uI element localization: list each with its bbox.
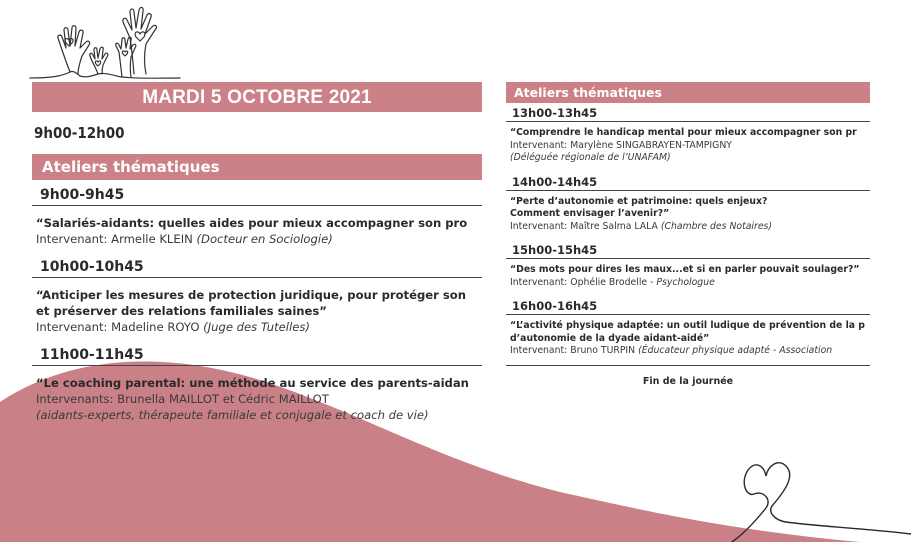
speaker-role: (Docteur en Sociologie): [196, 232, 333, 246]
section-title-afternoon: Ateliers thématiques: [506, 82, 870, 103]
session-time: 11h00-11h45: [32, 342, 482, 366]
session-afternoon-2: [506, 172, 870, 241]
speaker-role: (Éducateur physique adapté - Association: [638, 345, 833, 356]
session-title-line: Comment envisager l’avenir?”: [510, 208, 670, 219]
session-time: 16h00-16h45: [506, 296, 870, 315]
session-title-line: “Le coaching parental: une méthode au service des parents-aidan: [36, 376, 469, 390]
session-title-line: “L’activité physique adaptée: un outil ludique de prévention de la p: [510, 320, 865, 331]
session-title-line: “Anticiper les mesures de protection juridique, pour protéger son: [36, 288, 466, 302]
section-title-morning: Ateliers thématiques: [32, 154, 482, 180]
speaker-name: Intervenant: Maître Salma LALA: [510, 220, 661, 232]
session-time: 14h00-14h45: [506, 172, 870, 191]
raised-hands-hearts-icon: [22, 2, 182, 84]
session-speaker: Intervenant: Marylène SINGABRAYEN-TAMPIGNY: [510, 139, 732, 151]
session-title-line: d’autonomie de la dyade aidant-aidé”: [510, 332, 710, 344]
morning-program: [32, 82, 482, 472]
speaker-role: Psychologue: [656, 276, 715, 288]
session-morning-2: [32, 254, 482, 340]
session-time: 13h00-13h45: [506, 103, 870, 122]
speaker-role: (Déléguée régionale de l’UNAFAM): [510, 152, 671, 163]
speaker-name: Intervenant: Ophélie Brodelle -: [510, 276, 657, 288]
speaker-role: (Juge des Tutelles): [203, 320, 310, 334]
session-time: 10h00-10h45: [32, 254, 482, 278]
heart-line-icon: [722, 452, 911, 542]
speaker-name: Intervenant: Madeline ROYO: [36, 320, 204, 334]
morning-time-range: 9h00-12h00: [34, 124, 125, 142]
session-title-line: “Des mots pour dires les maux...et si en parler pouvait soulager?”: [510, 264, 860, 275]
session-title-line: “Perte d’autonomie et patrimoine: quels enjeux?: [510, 195, 768, 207]
session-morning-3: [32, 342, 482, 428]
end-of-day-label: Fin de la journée: [642, 375, 734, 387]
session-speaker: [32, 319, 482, 335]
session-title-line: “Comprendre le handicap mental pour mieux accompagner son pr: [510, 127, 857, 138]
session-time: 9h00-9h45: [32, 182, 482, 206]
speaker-role: (aidants-experts, thérapeute familiale et conjugale et coach de vie): [36, 408, 429, 422]
date-banner: MARDI 5 OCTOBRE 2021: [32, 82, 482, 112]
session-afternoon-3: [506, 240, 870, 296]
session-afternoon-1: [506, 103, 870, 172]
session-speaker: [506, 345, 870, 358]
afternoon-program: [506, 82, 870, 442]
session-morning-1: [32, 182, 482, 252]
speaker-name: Intervenant: Armelle KLEIN: [36, 232, 197, 246]
speaker-role: (Chambre des Notaires): [660, 220, 773, 232]
session-afternoon-4: [506, 296, 870, 366]
session-title-line: “Salariés-aidants: quelles aides pour mieux accompagner son pro: [36, 216, 468, 230]
speaker-name: Intervenant: Bruno TURPIN: [510, 345, 639, 356]
session-speaker: [506, 221, 870, 234]
session-speaker: Intervenants: Brunella MAILLOT et Cédric MAILLOT: [36, 392, 329, 406]
session-speaker: [506, 277, 870, 290]
session-title-line: et préserver des relations familiales saines”: [36, 304, 327, 318]
session-time: 15h00-15h45: [506, 240, 870, 259]
session-speaker: [32, 231, 482, 247]
